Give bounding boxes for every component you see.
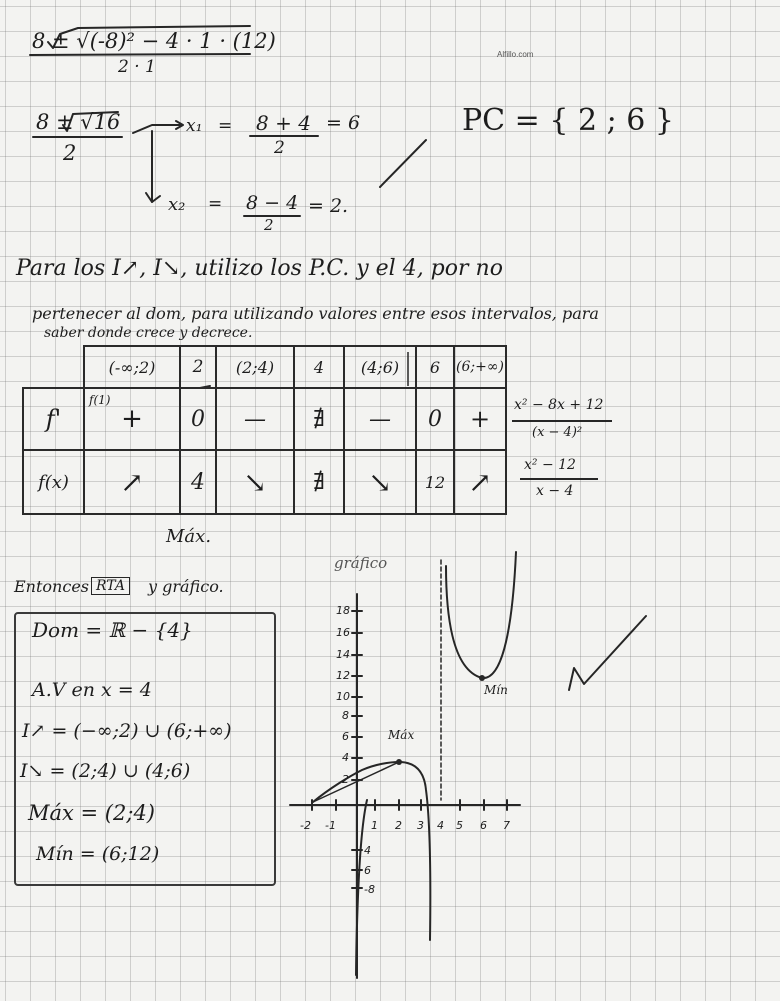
y-tick-label: 2 (342, 773, 349, 786)
result-min: Mín = (6;12) (36, 843, 160, 865)
text-line-1: Para los I↗, I↘, utilizo los P.C. y el 4, por no (16, 256, 503, 281)
x-tick-label: 1 (371, 819, 378, 832)
y-tick-label: 6 (342, 730, 349, 743)
check-mark-1 (380, 140, 426, 187)
result-increasing: I↗ = (−∞;2) ∪ (6;+∞) (22, 720, 232, 742)
branch-arrow-x1 (133, 125, 182, 133)
neg-y-tick-label: 6 (364, 864, 371, 877)
x-tick-label: 2 (395, 819, 402, 832)
fraction-bar-1 (30, 54, 250, 55)
f-value: 4 (180, 450, 216, 514)
result-max: Máx = (2;4) (28, 801, 155, 825)
f-formula-denominator: x − 4 (536, 483, 574, 499)
x2-numerator: 8 − 4 (246, 192, 299, 214)
y-tick-label: 14 (336, 648, 350, 661)
grafico-text: y gráfico. (148, 577, 224, 596)
formula-step2-denominator: 2 (63, 141, 77, 165)
branch-arrow-x2 (152, 131, 160, 202)
neg-y-tick-label: -8 (364, 883, 375, 896)
x1-denominator: 2 (274, 138, 285, 158)
x-tick-label: 7 (503, 819, 510, 832)
formula-step2-numerator: 8 ± √16 (36, 110, 121, 134)
x-tick-label: 4 (437, 819, 444, 832)
variation-table (22, 345, 507, 515)
y-tick-label: 8 (342, 709, 349, 722)
x2-label: x₂ (168, 194, 186, 215)
header-cell: (-∞;2) (84, 346, 180, 388)
f-prime-formula-numerator: x² − 8x + 12 (514, 397, 604, 413)
f-prime-label: f' (23, 388, 84, 450)
corner-cell (23, 346, 84, 388)
f-prime-value: + (121, 404, 143, 434)
x2-result: = 2. (308, 195, 349, 217)
f-value: ↗ (84, 450, 180, 514)
f-prime-value: + (454, 388, 506, 450)
x-tick-label: 5 (456, 819, 463, 832)
header-cell: (2;4) (216, 346, 294, 388)
x-tick-label: -2 (300, 819, 311, 832)
header-cell: 4 (294, 346, 344, 388)
f-value: ↘ (216, 450, 294, 514)
f-prime-sub: f(1) (89, 393, 111, 407)
graph-max-label: Máx (388, 728, 415, 742)
header-cell: 2 (180, 346, 216, 388)
header-cell: 6 (416, 346, 454, 388)
f-value: 12 (416, 450, 454, 514)
max-point (396, 759, 402, 765)
x-tick-label: -1 (325, 819, 336, 832)
critical-points: PC = { 2 ; 6 } (462, 103, 674, 138)
graph-min-label: Mín (484, 683, 508, 697)
f-value: ∄ (294, 450, 344, 514)
text-line-2: pertenecer al dom, para utilizando valores entre esos intervalos, para (32, 304, 599, 323)
x-tick-label: 6 (480, 819, 487, 832)
min-point (479, 675, 485, 681)
check-mark-2 (569, 616, 646, 690)
y-tick-label: 4 (342, 751, 349, 764)
neg-y-tick-label: 4 (364, 844, 371, 857)
formula-step1-numerator: 8 ± √(-8)² − 4 · 1 · (12) (32, 29, 276, 53)
entonces-text: Entonces (14, 577, 89, 596)
f-prime-value: 0 (180, 388, 216, 450)
f-prime-value: — (216, 388, 294, 450)
header-cell: (6;+∞) (454, 346, 506, 388)
curve-right-branch (446, 552, 516, 678)
watermark: Alfillo.com (497, 50, 534, 59)
result-domain: Dom = ℝ − {4} (32, 618, 193, 642)
y-tick-label: 16 (336, 626, 350, 639)
y-tick-label: 12 (336, 669, 350, 682)
curve-left-branch (313, 762, 430, 940)
y-tick-label: 10 (336, 690, 350, 703)
x1-label: x₁ (186, 116, 203, 136)
notebook-sheet: Alfillo.com 8 ± √(-8)² − 4 · 1 · (12) 2 · 1 8 ± √16 2 x₁ = 8 + 4 2 = 6 x₂ = 8 − 4 2 = 2. PC = { 2 ; 6 } Para los I↗, I↘, utilizo los P.C. y el 4, por no pertenecer al dom, para utilizando valores entre esos intervalos, para saber donde crece y decrece. (-∞;2) 2 (2;4) 4 (4;6) 6 (6;+∞) f' f(1) + 0 — ∄ — 0 + f(x) ↗ 4 ↘ ∄ ↘ 12 ↗ x² − 8x + 12 (x − 4)² x² − 12 x − 4 Máx. Entonces RTA y gráfico. Dom = ℝ − {4} A.V en x = 4 I↗ = (−∞;2) ∪ (6;+∞) I↘ = (2;4) ∪ (4;6) Máx = (2;4) Mín = (6;12) gráfico 18 16 14 12 10 8 6 4 2 -2 -1 1 2 3 4 5 6 7 4 6 -8 Máx Mín (0, 0, 780, 1001)
f-prime-cell (84, 388, 180, 450)
f-formula-numerator: x² − 12 (524, 457, 576, 473)
x1-result: = 6 (326, 112, 361, 134)
f-prime-value: ∄ (294, 388, 344, 450)
text-line-3: saber donde crece y decrece. (44, 325, 253, 341)
f-prime-value: — (344, 388, 416, 450)
f-value: ↘ (344, 450, 416, 514)
max-label: Máx. (166, 526, 212, 547)
graph-title: gráfico (334, 554, 388, 572)
y-tick-label: 18 (336, 604, 350, 617)
x1-numerator: 8 + 4 (256, 111, 311, 135)
f-label: f(x) (23, 450, 84, 514)
f-prime-value: 0 (416, 388, 454, 450)
graph (290, 552, 520, 978)
x-tick-label: 3 (417, 819, 424, 832)
header-cell: (4;6) (344, 346, 416, 388)
formula-step1-denominator: 2 · 1 (118, 57, 156, 77)
x2-denominator: 2 (264, 216, 274, 234)
rta-label: RTA (91, 577, 130, 595)
result-asymptote: A.V en x = 4 (32, 679, 152, 701)
f-prime-formula-denominator: (x − 4)² (532, 425, 583, 440)
f-value: ↗ (454, 450, 506, 514)
result-decreasing: I↘ = (2;4) ∪ (4;6) (20, 760, 191, 782)
